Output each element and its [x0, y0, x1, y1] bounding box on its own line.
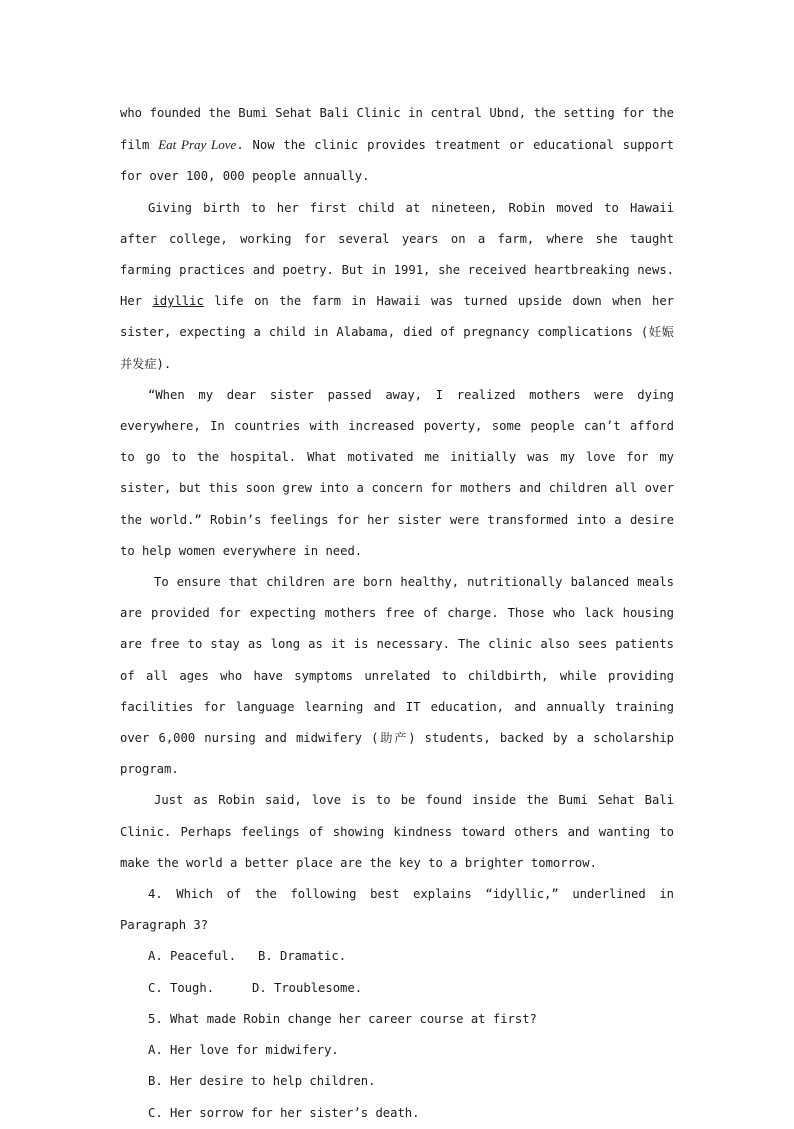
question-4-options-row-2	[120, 973, 674, 1004]
paragraph-1	[120, 98, 674, 193]
question-4-stem: 4. Which of the following best explains “idyllic,” underlined in Paragraph 3?	[120, 887, 674, 933]
question-4-option-a: A. Peaceful.	[148, 949, 237, 964]
question-4-option-d: D. Troublesome.	[252, 980, 363, 995]
question-4-options-row-1	[120, 941, 674, 972]
question-5-option-a: A. Her love for midwifery.	[148, 1043, 339, 1058]
film-title: Eat Pray Love	[158, 137, 237, 153]
paragraph-4: To ensure that children are born healthy, nutritionally balanced meals are provided for expecting mothers free of charge. Those who lack housing are free to stay as long as it is necessary. The clinic also sees patients of all ages who have symptoms unrelated to childbirth, while providing facilities for language learning and IT education, and annually training over 6,000 nursing and midwifery (助产) students, backed by a scholarship program.	[120, 575, 674, 777]
paragraph-2-text-b: life on the farm in Hawaii was turned upside down when her sister, expecting a child in Alabama, died of pregnancy complications (妊娠并发症).	[120, 294, 674, 371]
underlined-word: idyllic	[152, 294, 204, 309]
question-5-option-b: B. Her desire to help children.	[148, 1074, 376, 1089]
document-page	[120, 98, 674, 1129]
paragraph-2-text-a: Giving birth to her first child at nineteen, Robin moved to Hawaii after college, working for several years on a farm, where she taught farming practices and poetry. But in 1991, she received heartbreaking news. Her	[120, 200, 674, 309]
question-5-option-c: C. Her sorrow for her sister’s death.	[148, 1105, 420, 1120]
question-4-option-b: B. Dramatic.	[258, 949, 347, 964]
paragraph-1-text-b: . Now the clinic provides treatment or educational support for over 100, 000 people annually.	[120, 138, 675, 184]
question-4-option-c: C. Tough.	[148, 980, 215, 995]
paragraph-3: “When my dear sister passed away, I realized mothers were dying everywhere, In countries with increased poverty, some people can’t afford to go to the hospital. What motivated me initially was my love for my sister, but this soon grew into a concern for mothers and children all over the world.” Robin’s feelings for her sister were transformed into a desire to help women everywhere in need.	[120, 387, 674, 558]
paragraph-1-text-a: who founded the Bumi Sehat Bali Clinic in central Ubnd, the setting for the film	[120, 106, 674, 153]
paragraph-2	[120, 193, 674, 380]
paragraph-5: Just as Robin said, love is to be found inside the Bumi Sehat Bali Clinic. Perhaps feelings of showing kindness toward others and wanting to make the world a better place are the key to a brighter tomorrow.	[120, 793, 674, 870]
question-5-stem: 5. What made Robin change her career course at first?	[148, 1011, 537, 1026]
